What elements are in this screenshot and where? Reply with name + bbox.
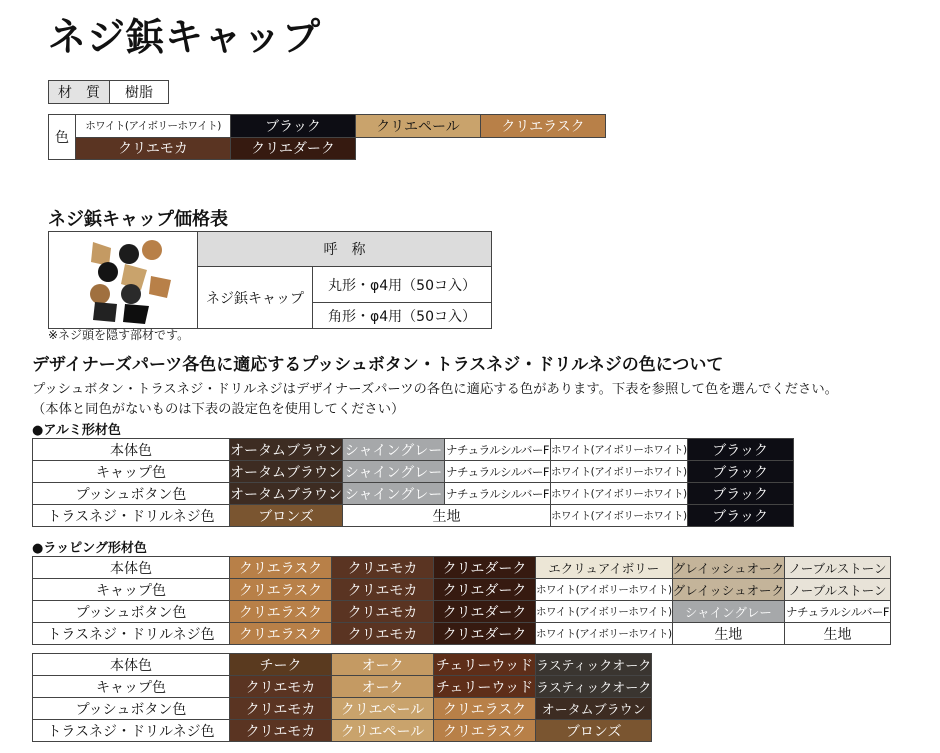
row-label: 本体色 [33,654,230,676]
color-cell: クリエラスク [230,579,332,601]
color-cell: ナチュラルシルバーF [785,601,891,623]
row-label: プッシュボタン色 [33,483,230,505]
compat-heading: デザイナーズパーツ各色に適応するプッシュボタン・トラスネジ・ドリルネジの色について [32,355,724,375]
color-cell: シャイングレー [343,483,445,505]
color-cell: クリエモカ [230,676,332,698]
color-cell: クリエペール [332,698,434,720]
row-label: キャップ色 [33,579,230,601]
material-table [48,80,169,104]
color-cell: エクリュアイボリー [536,557,673,579]
wrapping-table-2 [32,653,652,742]
aluminum-heading: ●アルミ形材色 [32,423,121,438]
table-row [33,623,891,645]
table-row [33,720,652,742]
color-cell: クリエダーク [434,579,536,601]
product-name: ネジ鋲キャップ [198,267,313,329]
row-label: トラスネジ・ドリルネジ色 [33,505,230,527]
color-option-creme-pale: クリエペール [356,115,481,138]
row-label: 本体色 [33,439,230,461]
color-cell: ノーブルストーン [785,557,891,579]
designation-header: 呼 称 [198,232,492,267]
table-row [33,601,891,623]
price-table [48,231,492,329]
aluminum-table [32,438,794,527]
color-cell: ホワイト(アイボリーホワイト) [551,483,688,505]
color-cell: 生地 [672,623,784,645]
product-image-cell [49,232,198,329]
color-cell: ホワイト(アイボリーホワイト) [536,579,673,601]
table-row [33,557,891,579]
row-label: キャップ色 [33,461,230,483]
color-cell: ノーブルストーン [785,579,891,601]
color-options-table [48,114,606,160]
page-title: ネジ鋲キャップ [48,15,322,59]
color-cell: クリエモカ [230,698,332,720]
color-cell: クリエラスク [230,557,332,579]
color-option-creme-dark: クリエダーク [231,137,356,160]
color-option-black: ブラック [231,115,356,138]
color-cell: オータムブラウン [230,483,343,505]
color-option-creme-rusk: クリエラスク [481,115,606,138]
color-cell: ホワイト(アイボリーホワイト) [551,461,688,483]
color-cell: チェリーウッド [434,654,536,676]
color-cell: クリエペール [332,720,434,742]
price-table-note: ※ネジ頭を隠す部材です。 [48,328,190,342]
color-cell: クリエモカ [332,623,434,645]
color-cell: ホワイト(アイボリーホワイト) [551,505,688,527]
color-cell: クリエラスク [230,623,332,645]
color-cell: ブロンズ [230,505,343,527]
color-cell: クリエモカ [332,557,434,579]
color-cell: クリエダーク [434,557,536,579]
table-row [33,483,794,505]
color-cell: ナチュラルシルバーF [445,461,551,483]
compat-desc-2: （本体と同色がないものは下表の設定色を使用してください） [32,402,405,417]
color-cell: クリエモカ [332,579,434,601]
row-label: トラスネジ・ドリルネジ色 [33,720,230,742]
color-cell: クリエラスク [230,601,332,623]
color-cell: ナチュラルシルバーF [445,483,551,505]
color-cell: ラスティックオーク [536,676,652,698]
color-cell: 生地 [785,623,891,645]
color-cell: シャイングレー [343,461,445,483]
color-cell: ブラック [687,461,793,483]
table-row [33,579,891,601]
material-value: 樹脂 [110,81,169,104]
color-cell: チーク [230,654,332,676]
color-cell: クリエラスク [434,720,536,742]
row-label: プッシュボタン色 [33,698,230,720]
row-label: キャップ色 [33,676,230,698]
price-table-heading: ネジ鋲キャップ価格表 [48,209,228,230]
color-cell: グレイッシュオーク [672,579,784,601]
table-row [33,461,794,483]
color-cell: クリエダーク [434,623,536,645]
color-cell: オータムブラウン [230,439,343,461]
color-cell: ブラック [687,483,793,505]
wrapping-heading: ●ラッピング形材色 [32,541,147,556]
color-cell: ナチュラルシルバーF [445,439,551,461]
table-row [33,439,794,461]
variant-round: 丸形・φ4用（50コ入） [313,267,492,303]
color-cell: ホワイト(アイボリーホワイト) [536,623,673,645]
color-cell: ブラック [687,439,793,461]
table-row [33,676,652,698]
color-label: 色 [49,115,76,160]
color-option-creme-mocha: クリエモカ [76,137,231,160]
compat-desc-1: プッシュボタン・トラスネジ・ドリルネジはデザイナーズパーツの各色に適応する色があります。下表を参照して色を選んでください。 [32,382,838,397]
color-cell: シャイングレー [343,439,445,461]
color-cell: オーク [332,676,434,698]
color-cell: クリエモカ [230,720,332,742]
color-cell: グレイッシュオーク [672,557,784,579]
color-option-white: ホワイト(アイボリーホワイト) [76,115,231,138]
color-cell: オーク [332,654,434,676]
row-label: プッシュボタン色 [33,601,230,623]
material-label: 材 質 [49,81,110,104]
color-cell: クリエラスク [434,698,536,720]
color-cell: ブロンズ [536,720,652,742]
row-label: トラスネジ・ドリルネジ色 [33,623,230,645]
color-cell: 生地 [343,505,551,527]
screw-cap-image [53,232,193,324]
color-cell: クリエダーク [434,601,536,623]
table-row [33,698,652,720]
color-cell: クリエモカ [332,601,434,623]
color-cell: シャイングレー [672,601,784,623]
variant-square: 角形・φ4用（50コ入） [313,303,492,329]
table-row [33,505,794,527]
color-cell: ホワイト(アイボリーホワイト) [551,439,688,461]
row-label: 本体色 [33,557,230,579]
color-cell: オータムブラウン [536,698,652,720]
color-cell: ラスティックオーク [536,654,652,676]
color-cell: ブラック [687,505,793,527]
color-cell: ホワイト(アイボリーホワイト) [536,601,673,623]
color-cell: チェリーウッド [434,676,536,698]
wrapping-table-1 [32,556,891,645]
table-row [33,654,652,676]
color-cell: オータムブラウン [230,461,343,483]
